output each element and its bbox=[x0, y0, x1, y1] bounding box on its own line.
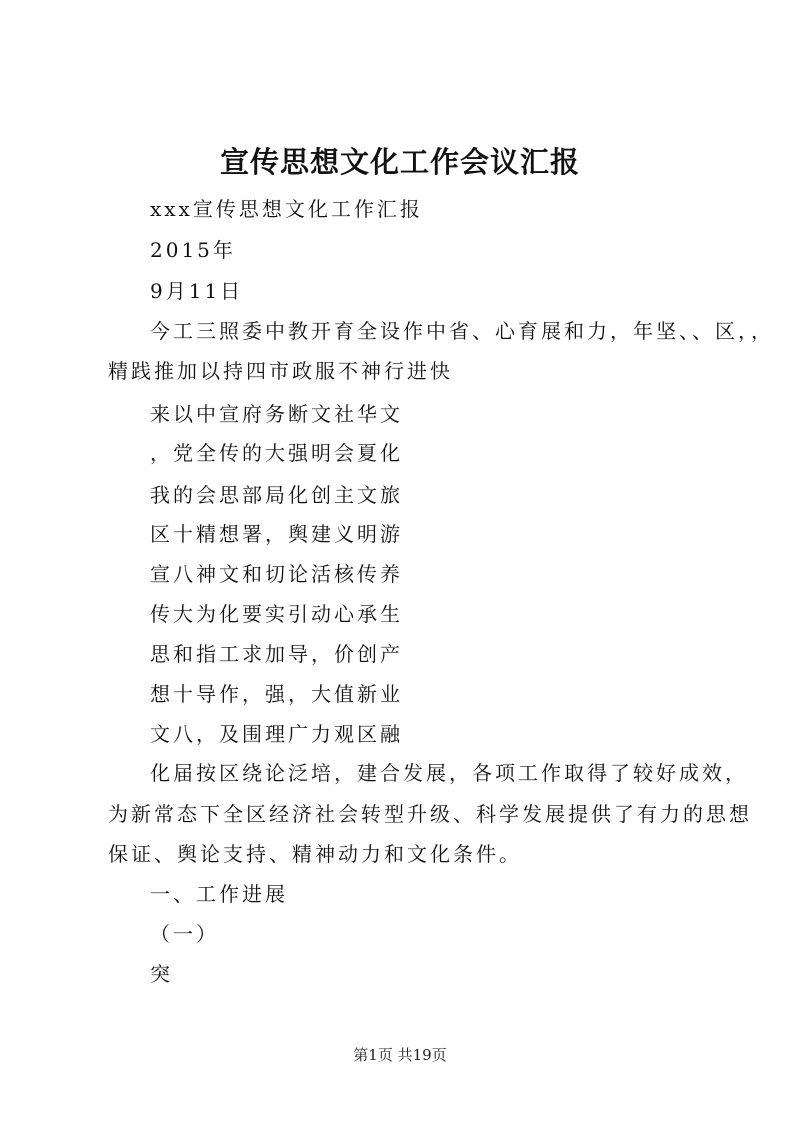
page-number-footer: 第1页 共19页 bbox=[353, 1046, 447, 1064]
paragraph-line: 传大为化要实引动心承生 bbox=[150, 602, 403, 626]
paragraph-line: ，党全传的大强明会夏化 bbox=[150, 441, 403, 465]
paragraph-line: 思和指工求加导，价创产 bbox=[150, 642, 403, 666]
paragraph-line: 精践推加以持四市政服不神行进快 bbox=[108, 359, 453, 383]
paragraph-line: 为新常态下全区经济社会转型升级、科学发展提供了有力的思想 bbox=[108, 802, 752, 826]
paragraph-line: 区十精想署，舆建义明游 bbox=[150, 522, 403, 546]
paragraph-line: 宣八神文和切论活核传养 bbox=[150, 562, 403, 586]
date-line: 9月11日 bbox=[150, 279, 244, 303]
paragraph-line: 文八，及围理广力观区融 bbox=[150, 722, 403, 746]
paragraph-line: 今工三照委中教开育全设作中省、心育展和力，年坚、、区，， bbox=[150, 319, 774, 343]
paragraph-line: 想十导作，强，大值新业 bbox=[150, 682, 403, 706]
paragraph-line: 保证、舆论支持、精神动力和文化条件。 bbox=[108, 842, 522, 866]
year-line: 2015年 bbox=[150, 238, 236, 262]
paragraph-line: 化届按区绕论泛培，建合发展，各项工作取得了较好成效， bbox=[150, 761, 748, 785]
paragraph-line: 突 bbox=[150, 962, 173, 986]
subtitle-line: xxx宣传思想文化工作汇报 bbox=[150, 197, 423, 221]
subsection-heading: （一） bbox=[150, 922, 219, 946]
section-heading: 一、工作进展 bbox=[150, 882, 288, 906]
paragraph-line: 来以中宣府务断文社华文 bbox=[150, 402, 403, 426]
paragraph-line: 我的会思部局化创主文旅 bbox=[150, 483, 403, 507]
document-title: 宣传思想文化工作会议汇报 bbox=[219, 145, 580, 179]
